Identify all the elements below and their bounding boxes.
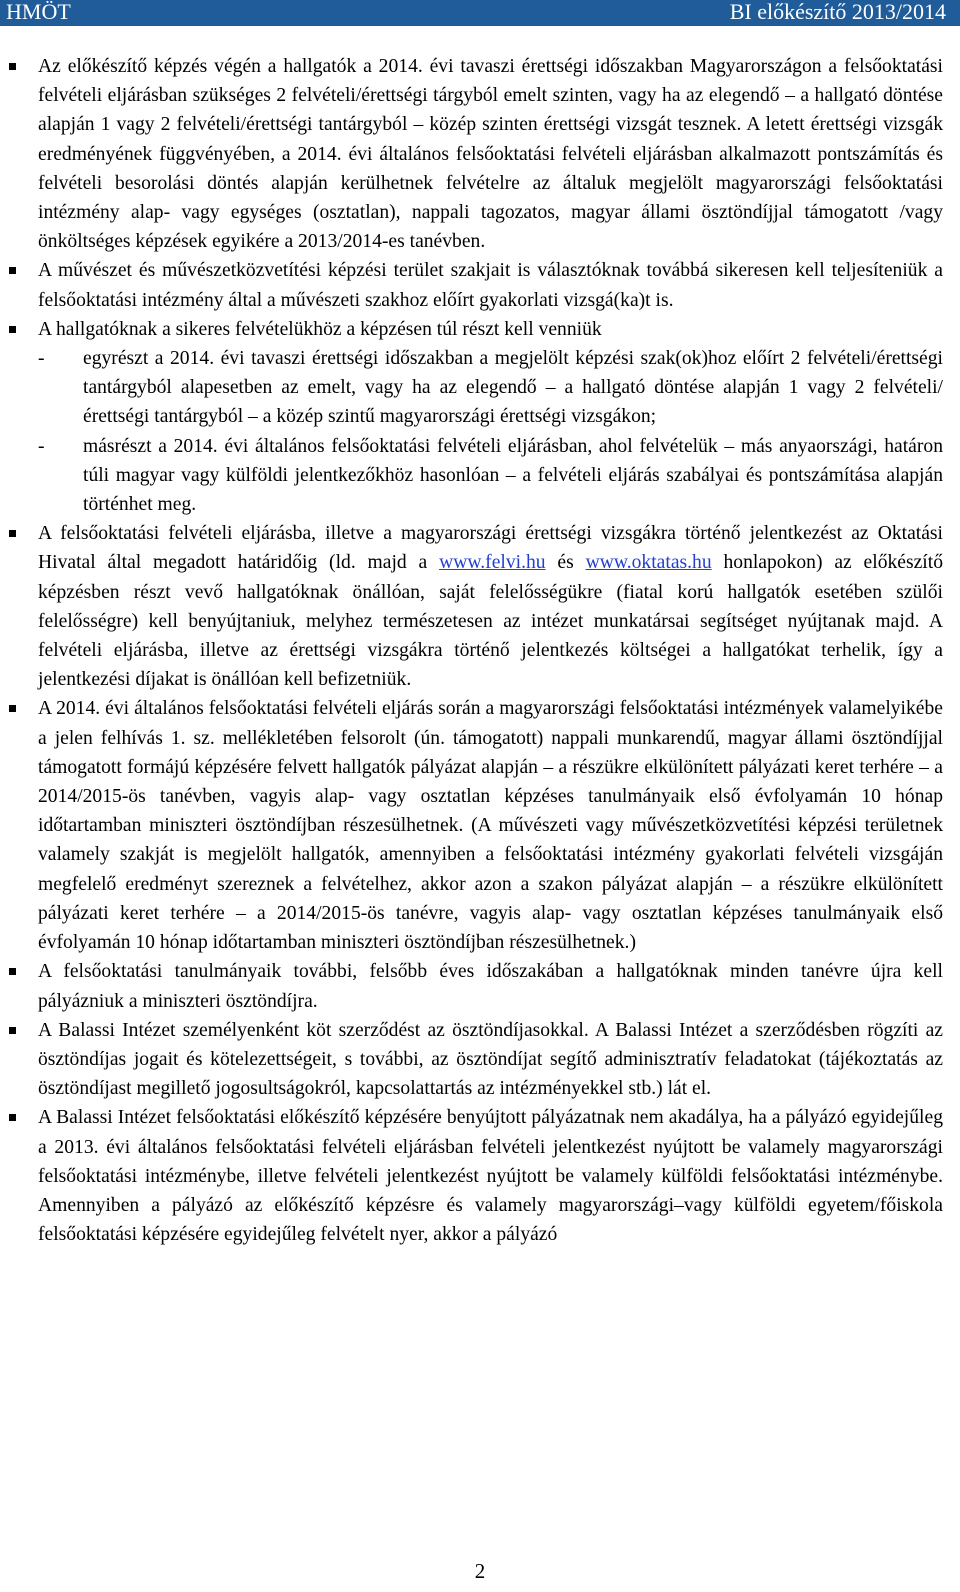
list-item <box>9 957 943 1015</box>
square-bullet-icon <box>9 267 16 274</box>
list-item <box>9 315 943 519</box>
felvi-link[interactable]: www.felvi.hu <box>439 552 546 574</box>
paragraph-text: A művészet és művészetközvetítési képzési terület szakjait is választóknak továbbá sikeresen kell teljesíteniük a felsőoktatási intézmény által a művészeti szakhoz előírt gyakorlati vizsgá(ka)t is. <box>38 260 943 311</box>
square-bullet-icon <box>9 326 16 333</box>
paragraph-text: Az előkészítő képzés végén a hallgatók a 2014. évi tavaszi érettségi időszakban Magyarországon a felsőoktatási felvételi eljárásban szükséges 2 felvételi/érettségi tárgyból emelt szinten, vagy ha az elegendő – a hallgató döntése alapján 1 vagy 2 felvételi/érettségi tantárgyból – közép szinten érettségi vizsgát tesznek. A letett érettségi vizsgák eredményének függvényében, a 2014. évi általános felsőoktatási felvételi eljárásban alkalmazott pontszámítás és felvételi besorolási döntés alapján kerülhetnek felvételre az általuk megjelölt magyarországi felsőoktatási intézmény alap- vagy egységes (osztatlan), nappali tagozatos, magyar állami ösztöndíjjal támogatott /vagy önköltséges képzések egyikére a 2013/2014-es tanévben. <box>38 56 943 253</box>
dash-list-item <box>38 432 943 520</box>
list-item <box>9 52 943 256</box>
list-item <box>9 694 943 957</box>
document-body <box>9 52 943 1249</box>
paragraph-text: A Balassi Intézet személyenként köt szerződést az ösztöndíjasokkal. A Balassi Intézet a szerződésben rögzíti az ösztöndíjas jogait és kötelezettségeit, s további, az ösztöndíjat segítő adminisztratív feladatokat (tájékoztatás az ösztöndíjast megillető jogosultságokról, kapcsolattartás az intézményekkel stb.) lát el. <box>38 1019 943 1100</box>
dash-marker: - <box>38 348 45 370</box>
paragraph-text: A felsőoktatási felvételi eljárásba, illetve a magyarországi érettségi vizsgákra történő jelentkezést az Oktatási Hivatal által megadott határidőig (ld. majd a <box>38 523 943 574</box>
paragraph-text: A 2014. évi általános felsőoktatási felvételi eljárás során a magyarországi felsőoktatási intézmények valamelyikébe a jelen felhívás 1. sz. mellékletében felsorolt (ún. támogatott) nappali munkarendű, magyar állami ösztöndíjjal támogatott formájú képzésére felvett hallgatók pályázat alapján – a részükre elkülönített pályázati keret terhére – a 2014/2015-ös tanévben, vagyis alap- vagy osztatlan képzéses tanulmányaik első évfolyamán 10 hónap időtartamban miniszteri ösztöndíjban részesülhetnek. (A művészeti vagy művészetközvetítési képzési területnek valamely szakját is megjelölt hallgatók, amennyiben a felsőoktatási intézmény gyakorlati felvételi vizsgáján megfelelő eredményt szereznek a felvételhez, akkor azon a szakon pályázat alapján – a részükre elkülönített pályázati keret terhére – a 2014/2015-ös tanévre, vagyis alap- vagy osztatlan képzéses tanulmányaik első évfolyamán 10 hónap időtartamban miniszteri ösztöndíjban részesülhetnek.) <box>38 698 943 954</box>
page-number: 2 <box>474 1559 486 1583</box>
page-header <box>0 0 960 26</box>
list-item <box>9 256 943 314</box>
dash-item-text: egyrészt a 2014. évi tavaszi érettségi időszakban a megjelölt képzési szak(ok)hoz előírt 2 felvételi/érettségi tantárgyból alapesetben az emelt, vagy ha az elegendő – a hallgató döntése alapján 1 vagy 2 felvételi/érettségi tantárgyból – a közép szintű magyarországi érettségi vizsgákon; <box>83 348 943 428</box>
square-bullet-icon <box>9 1027 16 1034</box>
dash-list-item <box>38 344 943 432</box>
oktatas-link[interactable]: www.oktatas.hu <box>585 552 712 574</box>
paragraph-text: és <box>545 552 586 574</box>
header-left-title: HMÖT <box>6 0 71 24</box>
dash-marker: - <box>38 435 45 457</box>
square-bullet-icon <box>9 530 16 537</box>
list-item <box>9 519 943 694</box>
dash-list <box>38 344 943 519</box>
square-bullet-icon <box>9 63 16 70</box>
bullet-list <box>9 52 943 1249</box>
paragraph-text: A felsőoktatási tanulmányaik további, felsőbb éves időszakában a hallgatóknak minden tanévre újra kell pályázniuk a miniszteri ösztöndíjra. <box>38 961 943 1012</box>
paragraph-text: A Balassi Intézet felsőoktatási előkészítő képzésére benyújtott pályázatnak nem akadálya, ha a pályázó egyidejűleg a 2013. évi általános felsőoktatási felvételi eljárásban felvételi jelentkezést nyújtott be valamely magyarországi felsőoktatási intézménybe, illetve felvételi jelentkezést nyújtott be valamely külföldi felsőoktatási intézménybe. Amennyiben a pályázó az előkészítő képzésre és valamely magyarországi–vagy külföldi egyetem/főiskola felsőoktatási képzésére egyidejűleg felvételt nyer, akkor a pályázó <box>38 1107 943 1246</box>
dash-item-text: másrészt a 2014. évi általános felsőoktatási felvételi eljárásban, ahol felvételük – más anyaországi, határon túli magyar vagy külföldi jelentkezőkhöz hasonlóan – a felvételi eljárás szabályai és pontszámítása alapján történhet meg. <box>83 435 943 516</box>
square-bullet-icon <box>9 968 16 975</box>
list-item <box>9 1016 943 1104</box>
paragraph-text: honlapokon) az előkészítő képzésben részt vevő hallgatóknak önállóan, saját felelősségükre (fiatal korú hallgatók esetében szülői felelősségre) kell benyújtaniuk, melyhez természetesen az intézet munkatársai segítséget nyújtanak majd. A felvételi eljárásba, illetve az érettségi vizsgákra történő jelentkezés költségei a hallgatókat terhelik, így a jelentkezési díjakat is önállóan kell befizetniük. <box>38 552 943 691</box>
header-right-title: BI előkészítő 2013/2014 <box>729 0 946 24</box>
square-bullet-icon <box>9 1114 16 1121</box>
square-bullet-icon <box>9 705 16 712</box>
list-item <box>9 1103 943 1249</box>
paragraph-text: A hallgatóknak a sikeres felvételükhöz a képzésen túl részt kell venniük <box>38 318 602 340</box>
